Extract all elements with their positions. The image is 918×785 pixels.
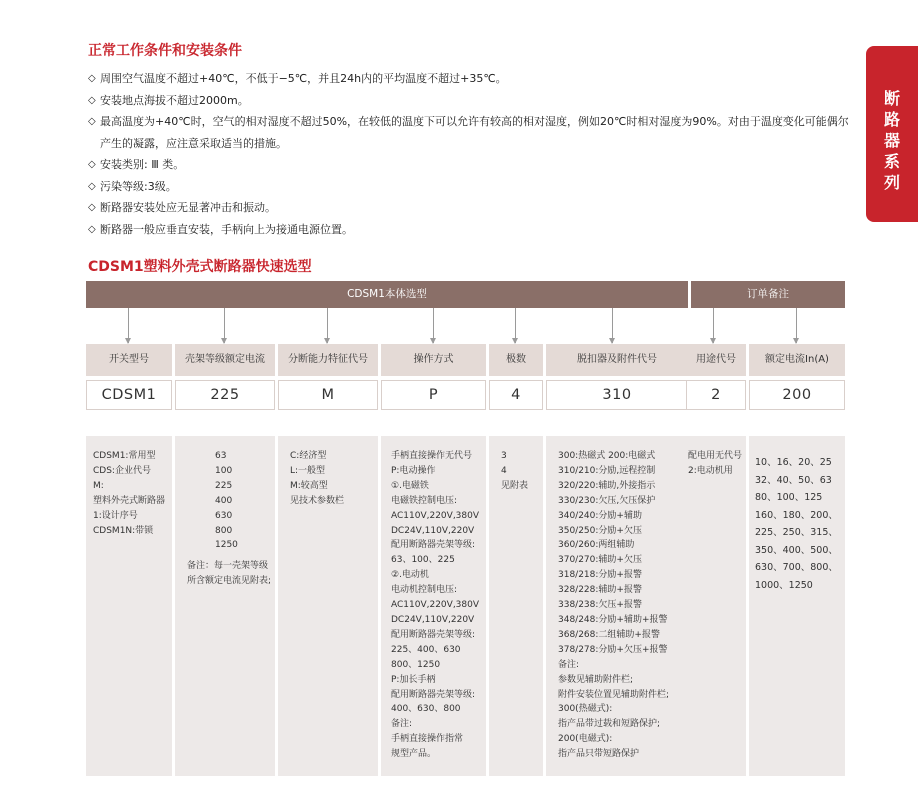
column-line: 备注:: [558, 659, 580, 670]
down-arrow-icon: [515, 308, 516, 343]
column-label-model: 开关型号: [86, 344, 172, 376]
condition-item: [88, 219, 852, 241]
column-line: DC24V,110V,220V: [391, 525, 475, 536]
column-value-operation: P: [381, 380, 486, 410]
column-label-frame-current: 壳架等级额定电流: [175, 344, 275, 376]
column-line: P:电动操作: [391, 465, 436, 476]
column-line: 100: [215, 465, 233, 476]
column-line: 附件安装位置见辅助附件栏;: [558, 689, 670, 700]
column-label-release-accessories: 脱扣器及附件代号: [546, 344, 688, 376]
down-arrow-icon: [713, 308, 714, 343]
diamond-bullet-icon: ◇: [88, 73, 96, 84]
column-value-rated-current: 200: [749, 380, 845, 410]
side-tab-char: 器: [883, 131, 900, 150]
diamond-bullet-icon: ◇: [88, 94, 96, 106]
column-line: 2:电动机用: [688, 465, 733, 476]
column-line: 配用断路器壳架等级:: [391, 540, 476, 551]
column-line: 见附表: [501, 480, 529, 491]
column-line: 400、630、800: [391, 704, 461, 715]
column-line: 225: [215, 480, 233, 491]
column-line: 320/220:辅助,外接指示: [558, 480, 656, 491]
column-line: 350、400、500、: [755, 544, 838, 556]
column-line: 1000、1250: [755, 579, 813, 591]
column-value-frame-current: 225: [175, 380, 275, 410]
column-line: DC24V,110V,220V: [391, 614, 475, 625]
column-line: 630、700、800、: [755, 562, 838, 573]
condition-text: 安装地点海拔不超过2000m。: [100, 93, 249, 107]
column-line: 配电用无代号: [688, 451, 743, 461]
conditions-title: 正常工作条件和安装条件: [88, 43, 242, 59]
column-line: 指产品带过载和短路保护;: [558, 719, 661, 730]
column-line: 200(电磁式):: [558, 734, 613, 745]
series-side-tab: [866, 46, 918, 222]
column-line: 368/268:二组辅助+报警: [558, 629, 660, 640]
side-tab-char: 路: [883, 110, 900, 129]
condition-text: 周围空气温度不超过+40℃，不低于−5℃，并且24h内的平均温度不超过+35℃。: [100, 72, 507, 85]
condition-text: 断路器安装处应无显著冲击和振动。: [100, 201, 276, 214]
column-line: CDS:企业代号: [93, 465, 151, 476]
column-line: ②.电动机: [391, 570, 429, 581]
column-line: 规型产品。: [391, 749, 437, 760]
diamond-bullet-icon: ◇: [88, 180, 96, 192]
diamond-bullet-icon: ◇: [88, 202, 96, 213]
body-selection-header: CDSM1本体选型: [86, 281, 688, 308]
column-line: 630: [215, 510, 233, 521]
down-arrow-icon: [796, 308, 797, 343]
column-label-operation: 操作方式: [381, 344, 486, 376]
column-line: 63、100、225: [391, 555, 455, 566]
selection-title: CDSM1塑料外壳式断路器快速选型: [88, 259, 312, 275]
column-line: 340/240:分励+辅助: [558, 510, 642, 521]
column-body-breaking-capacity: [278, 436, 378, 776]
condition-item: [88, 111, 852, 154]
column-line: 310/210:分励,远程控制: [558, 465, 656, 476]
side-tab-char: 断: [883, 89, 900, 108]
column-line: 350/250:分励+欠压: [558, 525, 642, 536]
column-line: 见技术参数栏: [290, 495, 345, 506]
column-line: 370/270:辅助+欠压: [558, 555, 642, 566]
down-arrow-icon: [327, 308, 328, 343]
column-label-rated-current: 额定电流In(A): [749, 344, 845, 376]
column-line: 10、16、20、25: [755, 457, 832, 468]
column-line: L:一般型: [290, 465, 326, 476]
column-line: CDSM1N:带锁: [93, 525, 154, 536]
column-line: 电磁铁控制电压:: [391, 495, 458, 506]
column-body-frame-current: [175, 436, 275, 776]
column-value-usage: 2: [686, 380, 746, 410]
column-label-usage: 用途代号: [686, 344, 746, 376]
down-arrow-icon: [128, 308, 129, 343]
column-line: C:经济型: [290, 451, 327, 461]
diamond-bullet-icon: ◇: [88, 223, 96, 235]
column-line: 225、400、630: [391, 644, 461, 655]
down-arrow-icon: [612, 308, 613, 343]
column-line: 电动机控制电压:: [391, 585, 458, 596]
condition-text: 最高温度为+40℃时，空气的相对湿度不超过50%，在较低的温度下可以允许有较高的相对湿度，例如20℃时相对湿度为90%。对由于温度变化可能偶尔产生的凝露，应注意采取适当的措施。: [100, 115, 849, 150]
column-line: 32、40、50、63: [755, 474, 832, 486]
conditions-list: [88, 68, 852, 240]
condition-text: 污染等级:3级。: [100, 179, 177, 193]
column-value-model: CDSM1: [86, 380, 172, 410]
diamond-bullet-icon: ◇: [88, 116, 96, 127]
side-tab-char: 列: [883, 173, 900, 192]
column-line: 225、250、315、: [755, 527, 838, 538]
column-line: M:较高型: [290, 480, 328, 491]
column-line: 330/230:欠压,欠压保护: [558, 495, 656, 506]
down-arrow-icon: [433, 308, 434, 343]
column-body-model: [86, 436, 172, 776]
column-line: M:: [93, 480, 104, 491]
column-line: 800、1250: [391, 659, 441, 670]
column-line: 160、180、200、: [755, 509, 838, 521]
column-line: AC110V,220V,380V: [391, 600, 480, 611]
column-body-usage: [686, 436, 746, 776]
column-line: 400: [215, 495, 233, 506]
condition-text: 断路器一般应垂直安装，手柄向上为接通电源位置。: [100, 222, 353, 236]
column-body-operation: [381, 436, 486, 776]
column-line: 378/278:分励+欠压+报警: [558, 644, 668, 655]
condition-text: 安装类别: Ⅲ 类。: [100, 158, 185, 171]
column-line: 塑料外壳式断路器: [93, 495, 166, 506]
condition-item: [88, 176, 852, 198]
column-body-release-accessories: [546, 436, 688, 776]
column-line: 4: [501, 465, 507, 476]
column-line: 300(热磁式):: [558, 704, 613, 715]
column-label-breaking-capacity: 分断能力特征代号: [278, 344, 378, 376]
column-line: 80、100、125: [755, 492, 823, 503]
condition-item: [88, 154, 852, 176]
column-value-poles: 4: [489, 380, 543, 410]
column-line: ①.电磁铁: [391, 480, 429, 491]
column-body-poles: [489, 436, 543, 776]
column-line: 318/218:分励+报警: [558, 570, 642, 581]
column-line: 360/260:两组辅助: [558, 540, 635, 551]
column-line: 338/238:欠压+报警: [558, 600, 642, 611]
column-line: 300:热磁式 200:电磁式: [558, 451, 656, 461]
column-line: 参数见辅助附件栏;: [558, 674, 634, 685]
condition-item: [88, 197, 852, 219]
column-body-rated-current: [749, 436, 845, 776]
down-arrow-icon: [224, 308, 225, 343]
order-notes-header: 订单备注: [691, 281, 845, 308]
column-line: AC110V,220V,380V: [391, 510, 480, 521]
column-line: 348/248:分励+辅助+报警: [558, 614, 668, 625]
column-line: 配用断路器壳架等级:: [391, 629, 476, 640]
column-line: P:加长手柄: [391, 674, 436, 685]
diamond-bullet-icon: ◇: [88, 159, 96, 170]
side-tab-char: 系: [883, 152, 900, 171]
column-line: 1:设计序号: [93, 510, 138, 521]
condition-item: [88, 68, 852, 90]
column-note: 备注：每一壳架等级所含额定电流见附表;: [187, 561, 272, 587]
column-line: 1250: [215, 540, 238, 551]
column-line: 63: [215, 451, 227, 461]
column-line: CDSM1:常用型: [93, 451, 156, 461]
column-label-poles: 极数: [489, 344, 543, 376]
column-line: 手柄直接操作无代号: [391, 451, 473, 461]
column-line: 配用断路器壳架等级:: [391, 689, 476, 700]
condition-item: [88, 90, 852, 112]
column-line: 备注:: [391, 719, 413, 730]
column-value-release-accessories: 310: [546, 380, 688, 410]
column-value-breaking-capacity: M: [278, 380, 378, 410]
column-line: 3: [501, 451, 507, 461]
column-line: 手柄直接操作指常: [391, 734, 464, 745]
column-line: 800: [215, 525, 233, 536]
column-line: 328/228:辅助+报警: [558, 585, 642, 596]
column-line: 指产品只带短路保护: [558, 749, 640, 760]
